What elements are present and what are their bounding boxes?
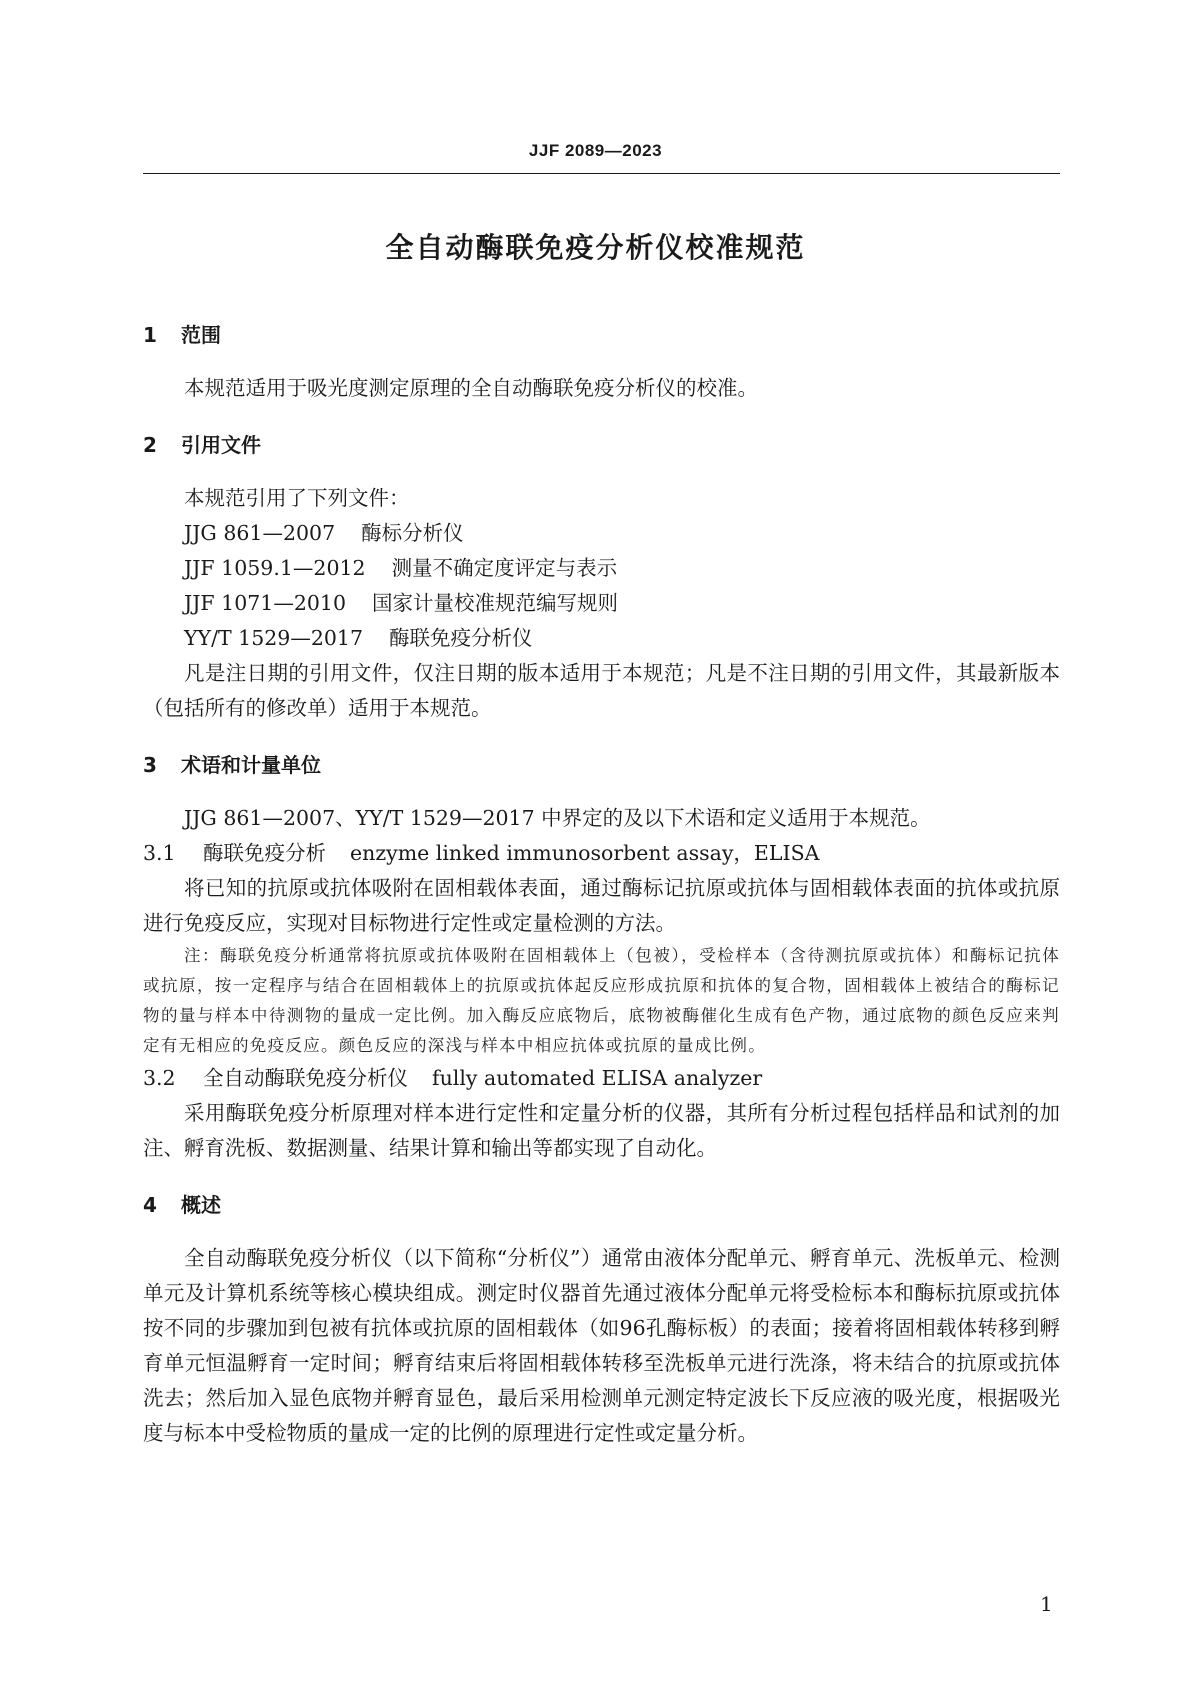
reference-code: JJF 1059.1—2012 bbox=[184, 556, 366, 580]
section-title: 术语和计量单位 bbox=[181, 753, 321, 777]
section-number: 2 bbox=[143, 433, 157, 457]
reference-item bbox=[143, 516, 1060, 551]
reference-item bbox=[143, 621, 1060, 656]
reference-name: 测量不确定度评定与表示 bbox=[391, 556, 618, 580]
reference-code: JJF 1071—2010 bbox=[184, 591, 347, 615]
section-1-text: 本规范适用于吸光度测定原理的全自动酶联免疫分析仪的校准。 bbox=[184, 376, 758, 400]
section-title: 引用文件 bbox=[181, 433, 261, 457]
term-3-1-definition: 将已知的抗原或抗体吸附在固相载体表面，通过酶标记抗原或抗体与固相载体表面的抗体或抗原进行免疫反应，实现对目标物进行定性或定量检测的方法。 bbox=[143, 876, 1060, 935]
section-3-heading bbox=[143, 748, 1060, 783]
term-3-1-heading bbox=[143, 836, 1060, 871]
references-intro: 本规范引用了下列文件： bbox=[184, 486, 410, 510]
document-title: 全自动酶联免疫分析仪校准规范 bbox=[385, 231, 806, 264]
references-dating-note: 凡是注日期的引用文件，仅注日期的版本适用于本规范；凡是不注日期的引用文件，其最新版本（包括所有的修改单）适用于本规范。 bbox=[143, 661, 1060, 720]
term-3-2-definition: 采用酶联免疫分析原理对样本进行定性和定量分析的仪器，其所有分析过程包括样品和试剂的加注、孵育洗板、数据测量、结果计算和输出等都实现了自动化。 bbox=[143, 1101, 1060, 1160]
section-number: 3 bbox=[143, 753, 157, 777]
section-title: 范围 bbox=[181, 323, 221, 347]
term-name: 酶联免疫分析 bbox=[203, 841, 326, 865]
term-3-2-heading bbox=[143, 1061, 1060, 1096]
section-4-heading bbox=[143, 1188, 1060, 1223]
term-3-1-note: 注：酶联免疫分析通常将抗原或抗体吸附在固相载体上（包被），受检样本（含待测抗原或抗体）和酶标记抗体或抗原，按一定程序与结合在固相载体上的抗原或抗体起反应形成抗原和抗体的复合物，固相载体上被结合的酶标记物的量与样本中待测物的量成一定比例。加入酶反应底物后，底物被酶催化生成有色产物，通过底物的颜色反应来判定有无相应的免疫反应。颜色反应的深浅与样本中相应抗体或抗原的量成比例。 bbox=[143, 946, 1060, 1055]
term-name: 全自动酶联免疫分析仪 bbox=[203, 1066, 408, 1090]
page-number: 1 bbox=[1040, 1592, 1053, 1616]
section-number: 1 bbox=[143, 323, 157, 347]
terms-intro: JJG 861—2007、YY/T 1529—2017 中界定的及以下术语和定义适用于本规范。 bbox=[184, 806, 931, 830]
reference-code: JJG 861—2007 bbox=[184, 521, 336, 545]
reference-code: YY/T 1529—2017 bbox=[184, 626, 364, 650]
section-2-heading bbox=[143, 428, 1060, 463]
document-body bbox=[143, 318, 1060, 1451]
reference-name: 国家计量校准规范编写规则 bbox=[372, 591, 619, 615]
reference-name: 酶标分析仪 bbox=[361, 521, 464, 545]
section-title: 概述 bbox=[181, 1193, 221, 1217]
term-english: fully automated ELISA analyzer bbox=[432, 1066, 763, 1090]
document-code: JJF 2089—2023 bbox=[528, 141, 663, 160]
section-4-text: 全自动酶联免疫分析仪（以下简称“分析仪”）通常由液体分配单元、孵育单元、洗板单元、检测单元及计算机系统等核心模块组成。测定时仪器首先通过液体分配单元将受检标本和酶标抗原或抗体按不同的步骤加到包被有抗体或抗原的固相载体（如96孔酶标板）的表面；接着将固相载体转移到孵育单元恒温孵育一定时间；孵育结束后将固相载体转移至洗板单元进行洗涤，将未结合的抗原或抗体洗去；然后加入显色底物并孵育显色，最后采用检测单元测定特定波长下反应液的吸光度，根据吸光度与标本中受检物质的量成一定的比例的原理进行定性或定量分析。 bbox=[143, 1246, 1060, 1445]
reference-name: 酶联免疫分析仪 bbox=[389, 626, 533, 650]
header-rule bbox=[143, 173, 1060, 174]
section-number: 4 bbox=[143, 1193, 157, 1217]
reference-item bbox=[143, 586, 1060, 621]
term-english: enzyme linked immunosorbent assay，ELISA bbox=[350, 841, 820, 865]
term-number: 3.1 bbox=[143, 841, 176, 865]
section-1-heading bbox=[143, 318, 1060, 353]
reference-item bbox=[143, 551, 1060, 586]
term-number: 3.2 bbox=[143, 1066, 176, 1090]
